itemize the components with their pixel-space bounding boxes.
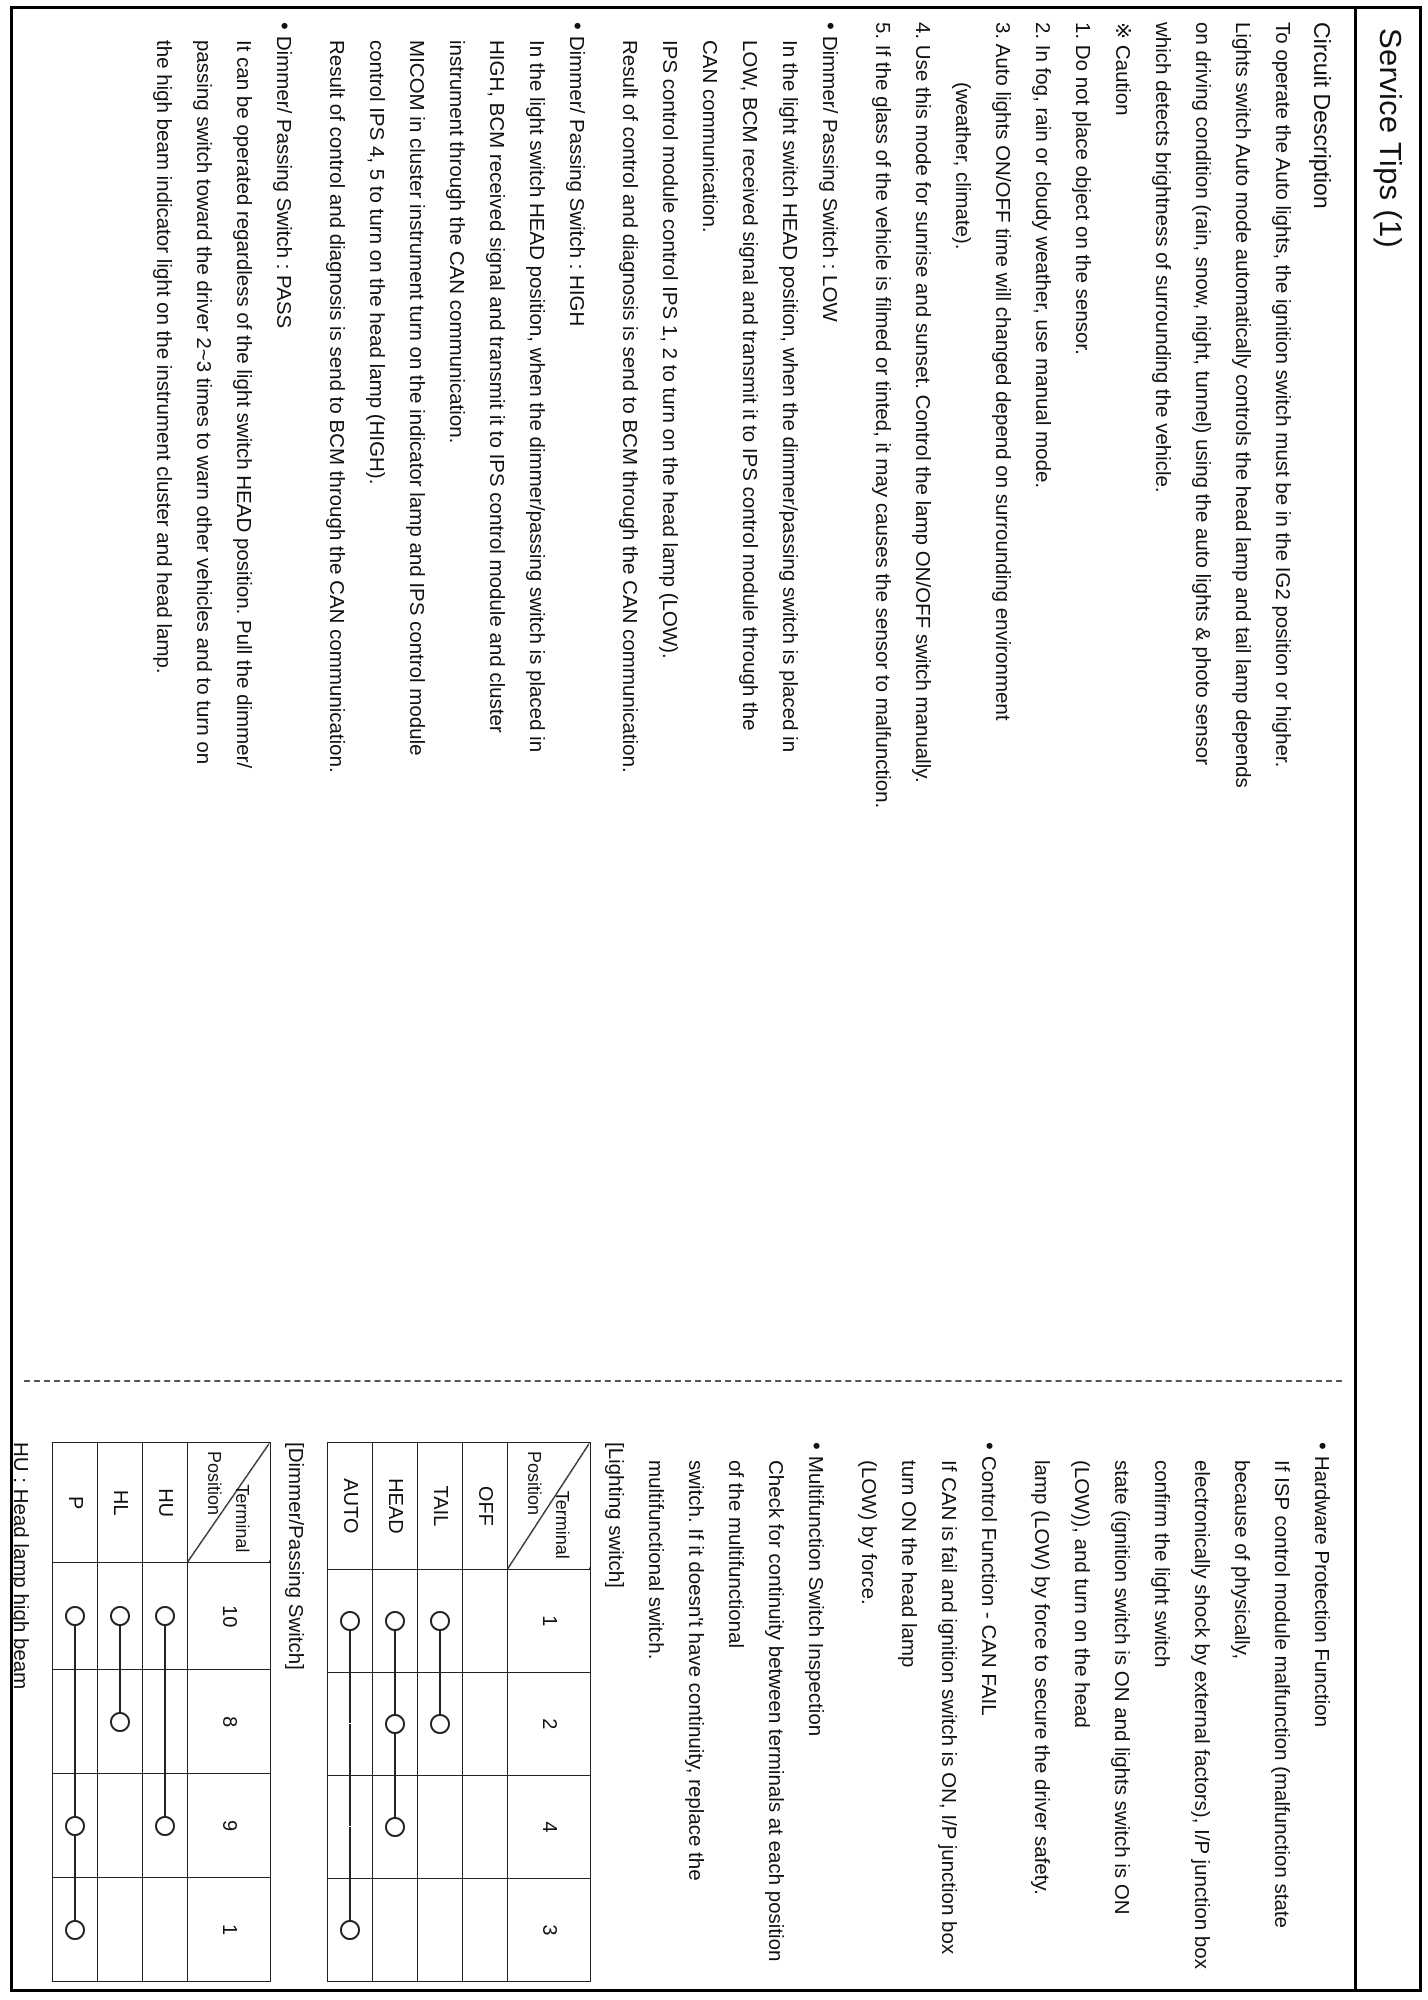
column-divider	[24, 1380, 1342, 1382]
high-title: • Dimmer/ Passing Switch : HIGH	[556, 22, 597, 1322]
continuity-cell	[98, 1774, 143, 1878]
low-line: In the light switch HEAD position, when the dimmer/passing switch is placed in	[778, 40, 801, 753]
continuity-line	[349, 1724, 351, 1826]
pass-line: the high beam indicator light on the instrument cluster and head lamp.	[152, 40, 175, 674]
continuity-node-icon	[155, 1816, 175, 1836]
continuity-cell	[143, 1563, 188, 1670]
terminal-number: 3	[508, 1878, 591, 1981]
high-line: Result of control and diagnosis is send to BCM through the CAN communication.	[325, 40, 348, 773]
terminal-position-header	[188, 1443, 271, 1563]
can-title: • Control Function - CAN FAIL	[968, 1442, 1009, 1982]
terminal-label: Terminal	[552, 1490, 572, 1559]
continuity-node-icon	[385, 1817, 405, 1837]
continuity-line	[349, 1621, 351, 1723]
continuity-node-icon	[430, 1611, 450, 1631]
continuity-node-icon	[110, 1606, 130, 1626]
table-row	[463, 1443, 508, 1982]
continuity-cell	[143, 1878, 188, 1982]
can-line: If CAN is fail and ignition switch is ON, I/P junction box turn ON the head lamp	[897, 1460, 960, 1955]
continuity-cell	[328, 1569, 373, 1672]
low-title: • Dimmer/ Passing Switch : LOW	[809, 22, 850, 1322]
continuity-line	[74, 1616, 76, 1722]
terminal-number: 10	[188, 1563, 271, 1670]
pass-line: It can be operated regardless of the light switch HEAD position. Pull the dimmer/	[232, 40, 255, 769]
position-cell: P	[53, 1443, 98, 1563]
caution-item: 3. Auto lights ON/OFF time will changed depend on surrounding environment	[991, 22, 1014, 721]
table-header-row	[188, 1443, 271, 1982]
mf-title: • Multifunction Switch Inspection	[795, 1442, 836, 1982]
continuity-cell	[463, 1672, 508, 1775]
position-cell: HEAD	[373, 1443, 418, 1570]
pass-line: passing switch toward the driver 2~3 times to warn other vehicles and to turn on	[192, 40, 215, 765]
caution-label: ※ Caution	[1111, 22, 1134, 116]
right-column	[0, 1442, 1342, 1982]
continuity-cell	[463, 1775, 508, 1878]
lighting-switch-caption: [Lighting switch]	[604, 1442, 627, 1588]
continuity-node-icon	[340, 1920, 360, 1940]
hw-line: If ISP control module malfunction (malfunction state because of physically,	[1230, 1460, 1293, 1928]
caution-item: (weather, climate).	[951, 82, 974, 250]
continuity-line	[439, 1621, 441, 1723]
left-column	[143, 22, 1342, 1322]
low-line: Result of control and diagnosis is send to BCM through the CAN communication.	[618, 40, 641, 773]
continuity-cell	[418, 1878, 463, 1981]
continuity-line	[164, 1722, 166, 1825]
continuity-node-icon	[65, 1920, 85, 1940]
position-cell: HL	[98, 1443, 143, 1563]
terminal-number: 1	[508, 1569, 591, 1672]
low-line: CAN communication.	[698, 40, 721, 233]
legend	[0, 1442, 40, 1982]
continuity-node-icon	[65, 1816, 85, 1836]
continuity-cell	[53, 1563, 98, 1670]
continuity-cell	[418, 1775, 463, 1878]
continuity-cell	[373, 1569, 418, 1672]
intro-line: To operate the Auto lights, the ignition switch must be in the IG2 position or higher.	[1271, 22, 1294, 768]
continuity-line	[164, 1616, 166, 1722]
can-line: (LOW) by force.	[857, 1460, 880, 1605]
position-label: Position	[204, 1451, 224, 1516]
mf-line: switch. If it doesn't have continuity, replace the multifunctional switch.	[644, 1460, 707, 1881]
lighting-switch-table	[327, 1442, 591, 1982]
continuity-line	[349, 1827, 351, 1929]
pass-title: • Dimmer/ Passing Switch : PASS	[263, 22, 304, 1322]
terminal-number: 4	[508, 1775, 591, 1878]
terminal-number: 2	[508, 1672, 591, 1775]
terminal-number: 1	[188, 1878, 271, 1982]
continuity-node-icon	[155, 1606, 175, 1626]
high-line: HIGH, BCM received signal and transmit it to IPS control module and cluster	[485, 40, 508, 733]
continuity-line	[119, 1616, 121, 1722]
table-row	[143, 1443, 188, 1982]
caution-item: 5. If the glass of the vehicle is filmed or tinted, it may causes the sensor to malfunction.	[871, 22, 894, 809]
intro-line: Lights switch Auto mode automatically controls the head lamp and tail lamp depends	[1231, 22, 1254, 788]
caution-item: 4. Use this mode for sunrise and sunset. Control the lamp ON/OFF switch manually.	[911, 22, 934, 783]
intro-line: which detects brightness of surrounding the vehicle.	[1151, 22, 1174, 493]
continuity-line	[74, 1722, 76, 1825]
circuit-heading: Circuit Description	[1309, 22, 1335, 209]
table-row	[418, 1443, 463, 1982]
terminal-label: Terminal	[232, 1484, 252, 1553]
position-cell: AUTO	[328, 1443, 373, 1570]
hw-line: state (ignition switch is ON and lights switch is ON (LOW)), and turn on the head	[1070, 1460, 1133, 1915]
continuity-node-icon	[385, 1611, 405, 1631]
terminal-number: 8	[188, 1670, 271, 1774]
continuity-node-icon	[385, 1714, 405, 1734]
position-cell: HU	[143, 1443, 188, 1563]
mf-line: Check for continuity between terminals at each position of the multifunctional	[724, 1460, 787, 1962]
table-row	[53, 1443, 98, 1982]
table-row	[328, 1443, 373, 1982]
legend-item: HU : Head lamp high beam	[9, 1442, 32, 1690]
page-title: Service Tips (1)	[1373, 28, 1408, 249]
continuity-node-icon	[340, 1611, 360, 1631]
continuity-node-icon	[65, 1606, 85, 1626]
caution-item: 2. In fog, rain or cloudy weather, use manual mode.	[1031, 22, 1054, 489]
continuity-cell	[418, 1569, 463, 1672]
low-line: LOW, BCM received signal and transmit it to IPS control module through the	[738, 40, 761, 731]
continuity-cell	[373, 1878, 418, 1981]
table-row	[373, 1443, 418, 1982]
high-line: control IPS 4, 5 to turn on the head lamp (HIGH).	[365, 40, 388, 485]
table-row	[98, 1443, 143, 1982]
hw-title: • Hardware Protection Function	[1301, 1442, 1342, 1982]
continuity-cell	[98, 1563, 143, 1670]
high-line: instrument through the CAN communication.	[445, 40, 468, 444]
high-line: MICOM in cluster instrument turn on the indicator lamp and IPS control module	[405, 40, 428, 756]
continuity-cell	[463, 1878, 508, 1981]
intro-line: on driving condition (rain, snow, night, tunnel) using the auto lights & photo sensor	[1191, 22, 1214, 766]
continuity-line	[394, 1724, 396, 1826]
high-line: In the light switch HEAD position, when the dimmer/passing switch is placed in	[525, 40, 548, 753]
dimmer-switch-caption: [Dimmer/Passing Switch]	[284, 1442, 307, 1670]
position-label: Position	[524, 1451, 544, 1516]
position-cell: TAIL	[418, 1443, 463, 1570]
hw-line: electronically shock by external factors), I/P junction box confirm the light switch	[1150, 1460, 1213, 1969]
table-header-row	[508, 1443, 591, 1982]
position-cell: OFF	[463, 1443, 508, 1570]
low-line: IPS control module control IPS 1, 2 to turn on the head lamp (LOW).	[658, 40, 681, 659]
continuity-line	[74, 1826, 76, 1929]
continuity-node-icon	[110, 1712, 130, 1732]
title-bar	[1354, 6, 1422, 1992]
dimmer-switch-table	[52, 1442, 271, 1982]
caution-item: 1. Do not place object on the sensor.	[1071, 22, 1094, 355]
continuity-cell	[98, 1878, 143, 1982]
terminal-position-header	[508, 1443, 591, 1570]
continuity-line	[394, 1621, 396, 1723]
continuity-cell	[463, 1569, 508, 1672]
terminal-number: 9	[188, 1774, 271, 1878]
continuity-node-icon	[430, 1714, 450, 1734]
hw-line: lamp (LOW) by force to secure the driver safety.	[1030, 1460, 1053, 1895]
